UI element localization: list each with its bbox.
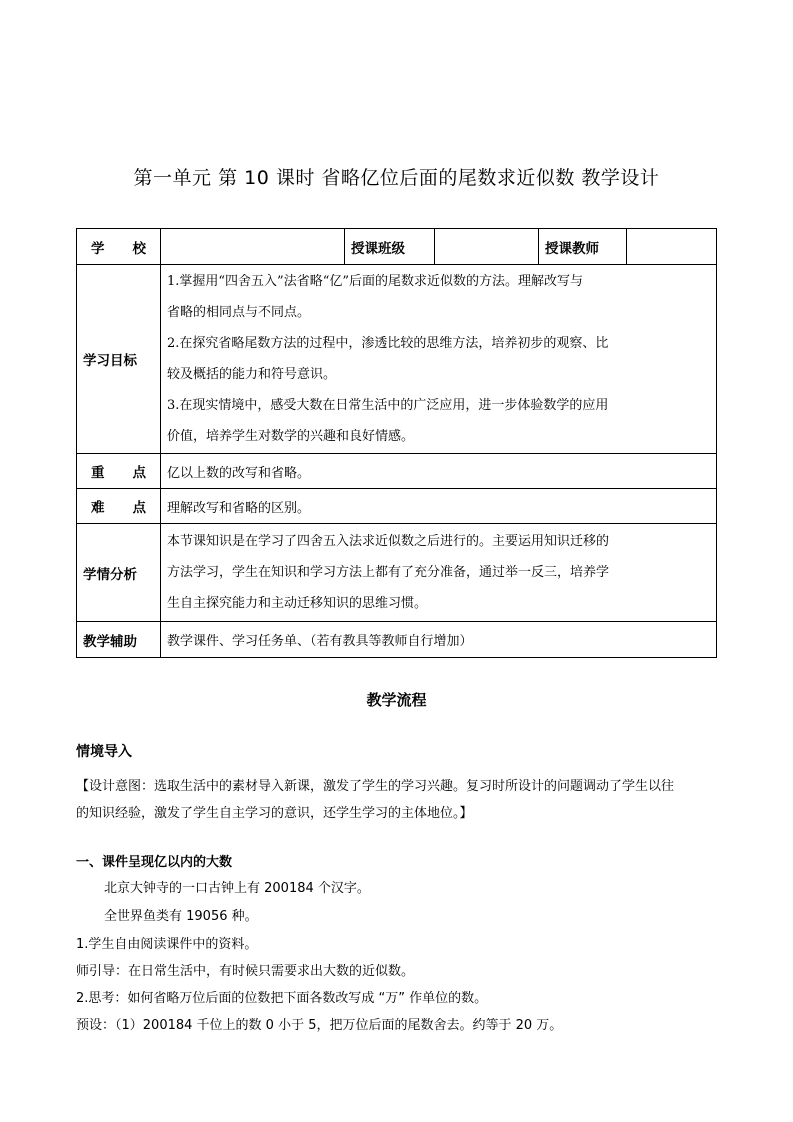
objectives-cell bbox=[161, 265, 717, 454]
aids-value: 教学课件、学习任务单、（若有教具等教师自行增加） bbox=[161, 622, 717, 658]
body-line: 2.思考：如何省略万位后面的位数把下面各数改写成 “万” 作单位的数。 bbox=[76, 991, 488, 1006]
body-line: 北京大钟寺的一口古钟上有 200184 个汉字。 bbox=[104, 881, 370, 896]
class-value-cell bbox=[435, 229, 539, 265]
objectives-label: 学习目标 bbox=[77, 265, 161, 454]
school-value-cell bbox=[161, 229, 345, 265]
objective-line: 价值，培养学生对数学的兴趣和良好情感。 bbox=[167, 429, 415, 444]
analysis-cell bbox=[161, 524, 717, 622]
school-label-cell: 学 校 bbox=[77, 229, 161, 265]
design-intent-line: 【设计意图：选取生活中的素材导入新课，激发了学生的学习兴趣。复习时所设计的问题调动了学生以往 bbox=[76, 779, 675, 794]
section-one-heading: 一、课件呈现亿以内的大数 bbox=[76, 855, 233, 870]
table-row bbox=[77, 229, 717, 265]
table-row bbox=[77, 622, 717, 658]
objective-line: 省略的相同点与不同点。 bbox=[167, 305, 311, 320]
key-value: 亿以上数的改写和省略。 bbox=[161, 454, 717, 489]
difficult-label-cell: 难 点 bbox=[77, 489, 161, 524]
body-line: 预设：（1）200184 千位上的数 0 小于 5，把万位后面的尾数舍去。约等于 20 万。 bbox=[76, 1018, 563, 1033]
analysis-line: 本节课知识是在学习了四舍五入法求近似数之后进行的。主要运用知识迁移的 bbox=[167, 534, 610, 549]
teacher-value-cell bbox=[627, 229, 717, 265]
objective-line: 1.掌握用“四舍五入”法省略“亿”后面的尾数求近似数的方法。理解改写与 bbox=[167, 274, 583, 289]
analysis-line: 方法学习，学生在知识和学习方法上都有了充分准备，通过举一反三，培养学 bbox=[167, 565, 610, 580]
table-row bbox=[77, 265, 717, 454]
table-row bbox=[77, 524, 717, 622]
flow-title: 教学流程 bbox=[366, 691, 427, 709]
analysis-line: 生自主探究能力和主动迁移知识的思维习惯。 bbox=[167, 596, 428, 611]
objective-line: 3.在现实情境中，感受大数在日常生活中的广泛应用，进一步体验数学的应用 bbox=[167, 398, 609, 413]
body-line: 全世界鱼类有 19056 种。 bbox=[104, 909, 258, 924]
objective-line: 较及概括的能力和符号意识。 bbox=[167, 367, 337, 382]
body-line: 师引导：在日常生活中，有时候只需要求出大数的近似数。 bbox=[76, 964, 415, 979]
design-intent bbox=[76, 773, 736, 827]
teacher-label: 授课教师 bbox=[539, 229, 627, 265]
section-intro-heading: 情境导入 bbox=[76, 744, 132, 760]
lesson-info-table bbox=[76, 228, 717, 658]
class-label: 授课班级 bbox=[345, 229, 435, 265]
table-row bbox=[77, 489, 717, 524]
analysis-label: 学情分析 bbox=[77, 524, 161, 622]
document-title: 第一单元 第 10 课时 省略亿位后面的尾数求近似数 教学设计 bbox=[133, 167, 660, 189]
design-intent-line: 的知识经验，激发了学生自主学习的意识，还学生学习的主体地位。】 bbox=[76, 806, 473, 821]
objective-line: 2.在探究省略尾数方法的过程中，渗透比较的思维方法，培养初步的观察、比 bbox=[167, 336, 609, 351]
difficult-value: 理解改写和省略的区别。 bbox=[161, 489, 717, 524]
table-row bbox=[77, 454, 717, 489]
aids-label: 教学辅助 bbox=[77, 622, 161, 658]
key-label-cell: 重 点 bbox=[77, 454, 161, 489]
body-line: 1.学生自由阅读课件中的资料。 bbox=[76, 937, 258, 952]
